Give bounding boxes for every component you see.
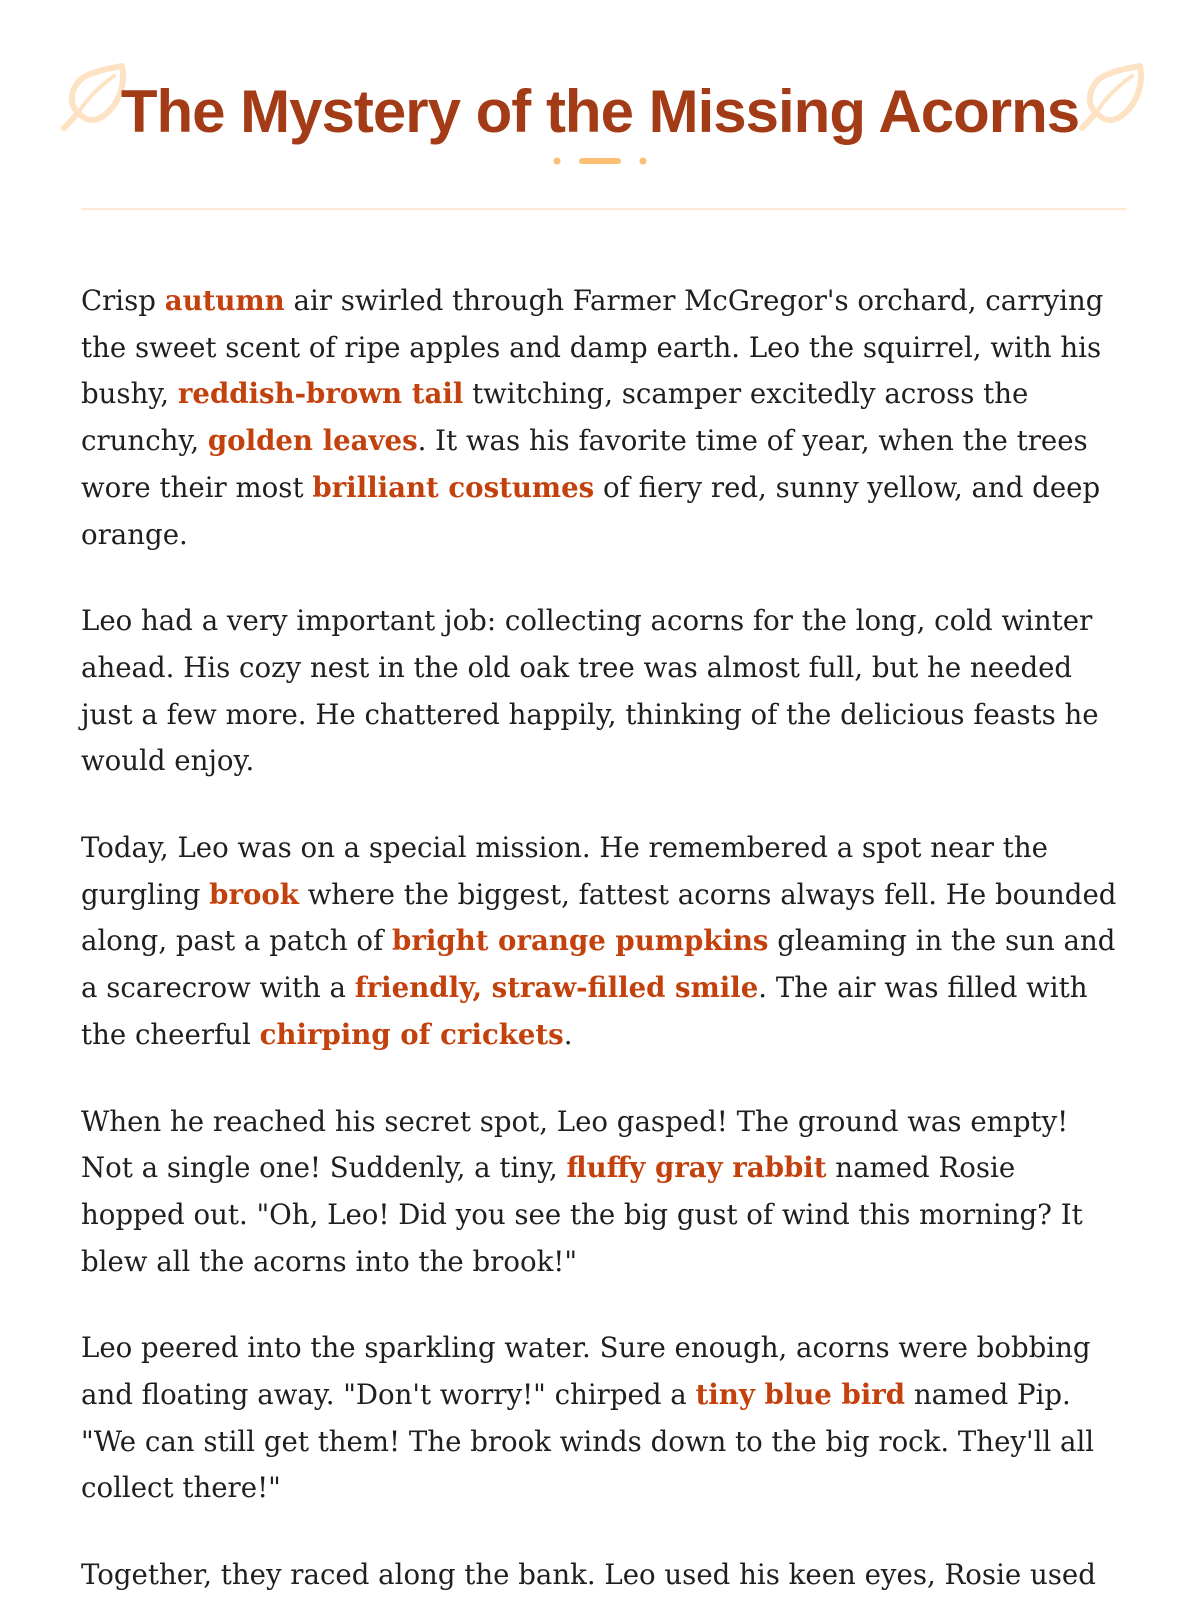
- title-divider: [81, 208, 1127, 210]
- highlighted-phrase: autumn: [164, 284, 285, 317]
- paragraph-text: named Rosie hopped out. "Oh, Leo! Did you see the big gust of wind this morning? It blew all the acorns into the brook!": [81, 1151, 1083, 1278]
- highlighted-phrase: bright orange pumpkins: [392, 924, 769, 958]
- highlighted-phrase: brook: [209, 877, 299, 911]
- paragraph-text: . It was his favorite time of year, when the trees wore their most: [81, 424, 1088, 504]
- story-paragraph: [81, 825, 1127, 1059]
- paragraph-text: where the biggest, fattest acorns always fell. He bounded along, past a patch of: [81, 877, 1117, 958]
- story-paragraph: [81, 278, 1127, 558]
- story-body: [81, 278, 1127, 1600]
- highlighted-phrase: golden leaves: [207, 424, 418, 458]
- paragraph-text: twitching, scamper excitedly across the crunchy,: [81, 377, 1029, 458]
- highlighted-phrase: tiny blue bird: [695, 1378, 906, 1412]
- highlighted-phrase: brilliant costumes: [312, 470, 595, 504]
- title-header: [0, 62, 1200, 172]
- paragraph-text: gleaming in the sun and a scarecrow with a: [81, 924, 1116, 1005]
- highlighted-phrase: chirping of crickets: [259, 1017, 564, 1051]
- paragraph-text: air swirled through Farmer McGregor's orchard, carrying the sweet scent of ripe apples and damp earth. Leo the squirrel, with his bushy,: [81, 284, 1104, 411]
- story-paragraph: [81, 598, 1127, 785]
- paragraph-text: Leo had a very important job: collecting acorns for the long, cold winter ahead. His cozy nest in the old oak tree was almost full, but he needed just a few more. He chattered happily, thinking of the delicious feasts he would enjoy.: [81, 604, 1099, 778]
- highlighted-phrase: friendly, straw-filled smile: [354, 971, 759, 1005]
- paragraph-text: named Pip. "We can still get them! The brook winds down to the big rock. They'll all collect there!": [81, 1378, 1095, 1505]
- paragraph-text: Crisp: [81, 284, 165, 317]
- paragraph-text: .: [563, 1017, 573, 1051]
- highlighted-phrase: reddish-brown tail: [177, 377, 464, 411]
- story-paragraph: [81, 1552, 1127, 1599]
- paragraph-text: When he reached his secret spot, Leo gasped! The ground was empty! Not a single one! Suddenly, a tiny,: [81, 1104, 1069, 1185]
- story-paragraph: [81, 1325, 1127, 1512]
- leaf-icon: [1078, 62, 1148, 137]
- story-paragraph: [81, 1099, 1127, 1286]
- highlighted-phrase: fluffy gray rabbit: [566, 1151, 827, 1185]
- dot-dash-ornament-icon: [552, 154, 648, 172]
- page-title: The Mystery of the Missing Acorns: [120, 78, 1080, 145]
- paragraph-text: of fiery red, sunny yellow, and deep orange.: [81, 470, 1101, 551]
- paragraph-text: Today, Leo was on a special mission. He remembered a spot near the gurgling: [81, 831, 1048, 911]
- paragraph-text: . The air was filled with the cheerful: [81, 971, 1088, 1051]
- paragraph-text: Leo peered into the sparkling water. Sure enough, acorns were bobbing and floating away. "Don't worry!" chirped a: [81, 1331, 1091, 1412]
- paragraph-text: Together, they raced along the bank. Leo used his keen eyes, Rosie used: [81, 1558, 1096, 1592]
